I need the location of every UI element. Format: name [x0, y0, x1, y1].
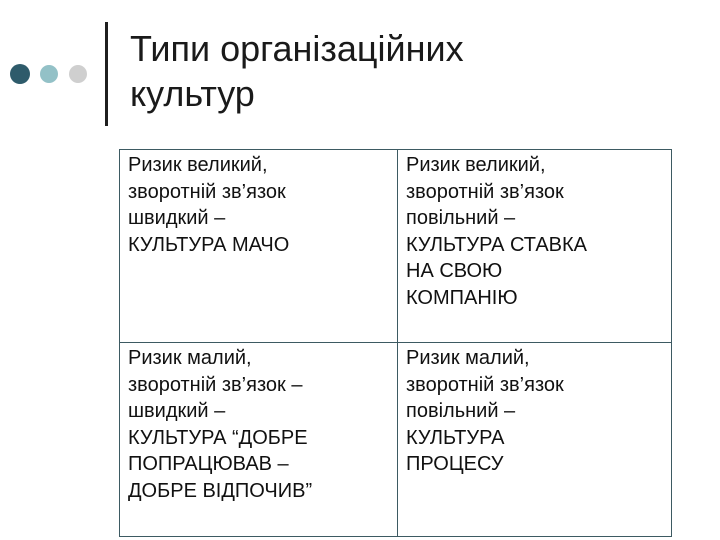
decorative-dots — [10, 64, 95, 84]
dot-dark-icon — [10, 64, 30, 84]
dot-grey-icon — [69, 65, 87, 83]
cell-process-culture: Ризик малий, зворотній зв’язок повільний – КУЛЬТУРА ПРОЦЕСУ — [406, 347, 564, 475]
cell-work-hard-play-hard-culture: Ризик малий, зворотній зв’язок – швидкий – КУЛЬТУРА “ДОБРЕ ПОПРАЦЮВАВ – ДОБРЕ ВІДПОЧИВ” — [120, 343, 398, 536]
culture-types-table — [119, 149, 672, 537]
dot-teal-icon — [40, 65, 58, 83]
title-divider — [105, 22, 108, 126]
cell-macho-culture: Ризик великий, зворотній зв’язок швидкий – КУЛЬТУРА МАЧО — [120, 150, 398, 343]
slide-title: Типи організаційних культур — [130, 28, 464, 114]
cell-bet-your-company-culture: Ризик великий, зворотній зв’язок повільний – КУЛЬТУРА СТАВКА НА СВОЮ КОМПАНІЮ — [398, 150, 671, 343]
